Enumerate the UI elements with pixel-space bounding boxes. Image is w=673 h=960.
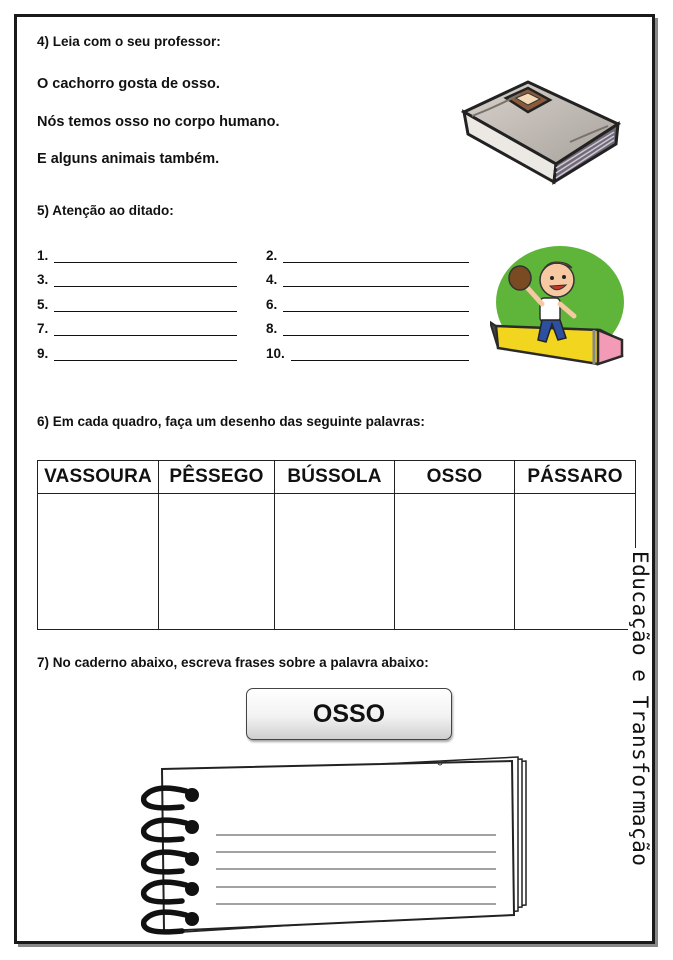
answer-blank[interactable] [54, 299, 237, 312]
word-header: PÊSSEGO [159, 461, 275, 494]
word-header: VASSOURA [38, 461, 159, 494]
sentence-3: E alguns animais também. [37, 151, 220, 167]
word-header: PÁSSARO [515, 461, 636, 494]
question-6-title: 6) Em cada quadro, faça um desenho das seguinte palavras: [37, 414, 425, 429]
answer-blank[interactable] [283, 274, 469, 287]
word-header: BÚSSOLA [275, 461, 395, 494]
answer-blank[interactable] [283, 299, 469, 312]
answer-blank[interactable] [54, 250, 237, 263]
dictation-line-4[interactable]: 4. [266, 272, 469, 287]
dictation-line-5[interactable]: 5. [37, 297, 237, 312]
dictation-line-2[interactable]: 2. [266, 248, 469, 263]
dictation-line-3[interactable]: 3. [37, 272, 237, 287]
drawing-grid [37, 460, 636, 630]
answer-blank[interactable] [291, 348, 469, 361]
word-header: OSSO [395, 461, 515, 494]
side-label-container [628, 548, 666, 908]
answer-blank[interactable] [54, 348, 237, 361]
drawing-box[interactable] [395, 494, 515, 630]
dictation-line-6[interactable]: 6. [266, 297, 469, 312]
drawing-box[interactable] [515, 494, 636, 630]
question-5-title: 5) Atenção ao ditado: [37, 203, 174, 218]
spiral-notebook-icon[interactable] [136, 755, 536, 940]
boy-on-pencil-icon [490, 244, 630, 370]
answer-blank[interactable] [283, 250, 469, 263]
question-7-title: 7) No caderno abaixo, escreva frases sobre a palavra abaixo: [37, 655, 429, 670]
answer-blank[interactable] [54, 274, 237, 287]
drawing-box[interactable] [159, 494, 275, 630]
page-shadow-bottom [18, 944, 658, 947]
dictation-line-8[interactable]: 8. [266, 321, 469, 336]
dictation-line-1[interactable]: 1. [37, 248, 237, 263]
drawing-box[interactable] [38, 494, 159, 630]
question-4-title: 4) Leia com o seu professor: [37, 34, 221, 49]
sentence-1: O cachorro gosta de osso. [37, 76, 220, 92]
dictation-line-7[interactable]: 7. [37, 321, 237, 336]
dictation-line-10[interactable]: 10. [266, 346, 469, 361]
side-label: Educação e Transformação [628, 548, 652, 869]
answer-blank[interactable] [54, 323, 237, 336]
answer-blank[interactable] [283, 323, 469, 336]
target-word-box: OSSO [246, 688, 452, 740]
book-icon [458, 72, 628, 187]
sentence-2: Nós temos osso no corpo humano. [37, 114, 280, 130]
dictation-line-9[interactable]: 9. [37, 346, 237, 361]
drawing-box[interactable] [275, 494, 395, 630]
